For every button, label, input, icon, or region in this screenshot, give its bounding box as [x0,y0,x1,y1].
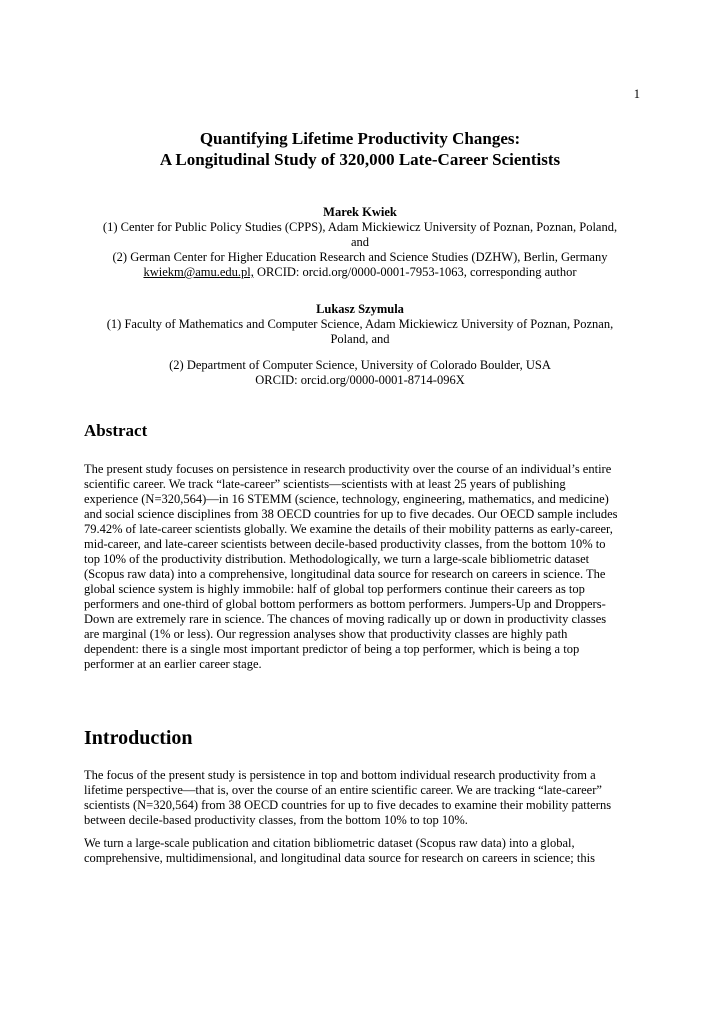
text-line: between decile-based productivity classes, from the bottom 10% to top 10%. [84,813,468,827]
text-line: are marginal (1% or less). Our regression analyses show that productivity classes are highly path [84,627,568,641]
text-line: performers and one-third of global bottom performers as bottom performers. Jumpers-Up and Droppers- [84,597,606,611]
text-line: The focus of the present study is persistence in top and bottom individual research productivity from a [84,768,596,782]
text-line: experience (N=320,564)—in 16 STEMM (science, technology, engineering, mathematics, and medicine) [84,492,609,506]
abstract-heading: Abstract [84,421,148,440]
introduction-paragraph [84,768,688,828]
text-line: scientists (N=320,564) from 38 OECD countries for up to five decades to examine their mobility patterns [84,798,612,812]
affiliation: (1) Center for Public Policy Studies (CPPS), Adam Mickiewicz University of Poznan, Poznan, Poland, [102,220,618,234]
affiliation: Poland, and [330,332,390,346]
text-line: comprehensive, multidimensional, and longitudinal data source for research on careers in science; this [84,851,595,865]
author-block-1 [40,205,680,280]
contact-line [40,265,680,280]
text-line: dependent: there is a single most important predictor of being a top performer, which is being a top [84,642,580,656]
author-name: Marek Kwiek [323,205,397,219]
introduction-paragraph [84,836,688,866]
page-number: 1 [633,87,640,101]
text-line: We turn a large-scale publication and citation bibliometric dataset (Scopus raw data) into a global, [84,836,575,850]
title-line: Quantifying Lifetime Productivity Changes: [199,129,521,148]
text-line: scientific career. We track “late-career” scientists—scientists with at least 25 years of publishing [84,477,566,491]
email-link[interactable]: kwiekm@amu.edu.pl, [143,265,254,279]
affiliation: (2) German Center for Higher Education Research and Science Studies (DZHW), Berlin, Germany [112,250,608,264]
paper-title [40,128,680,170]
orcid-text: ORCID: orcid.org/0000-0001-7953-1063, corresponding author [253,265,577,279]
text-line: and social science disciplines from 38 OECD countries for up to five decades. Our OECD sample includes [84,507,618,521]
spacer [40,347,680,358]
introduction-heading: Introduction [84,727,193,749]
title-line: A Longitudinal Study of 320,000 Late-Career Scientists [159,150,561,169]
author-block-2 [40,302,680,388]
text-line: performer at an earlier career stage. [84,657,262,671]
text-line: mid-career, and late-career scientists between decile-based productivity classes, from the bottom 10% to [84,537,606,551]
affiliation-connector: and [350,235,370,249]
affiliation: (2) Department of Computer Science, University of Colorado Boulder, USA [169,358,551,372]
abstract-text [84,462,688,672]
text-line: (Scopus raw data) into a comprehensive, longitudinal data source for research on careers in science. The [84,567,606,581]
text-line: top 10% of the productivity distribution. Methodologically, we turn a large-scale bibliometric dataset [84,552,590,566]
text-line: global science system is highly immobile: half of global top performers continue their careers as top [84,582,585,596]
text-line: 79.42% of late-career scientists globally. We examine the details of their mobility patterns as early-career, [84,522,613,536]
text-line: The present study focuses on persistence in research productivity over the course of an individual’s entire [84,462,612,476]
author-name: Lukasz Szymula [316,302,404,316]
text-line: lifetime perspective—that is, over the course of an entire scientific career. We are tracking “late-career” [84,783,602,797]
text-line: Down are extremely rare in science. The chances of moving radically up or down in productivity classes [84,612,607,626]
orcid-text: ORCID: orcid.org/0000-0001-8714-096X [255,373,465,387]
affiliation: (1) Faculty of Mathematics and Computer Science, Adam Mickiewicz University of Poznan, Poznan, [106,317,614,331]
